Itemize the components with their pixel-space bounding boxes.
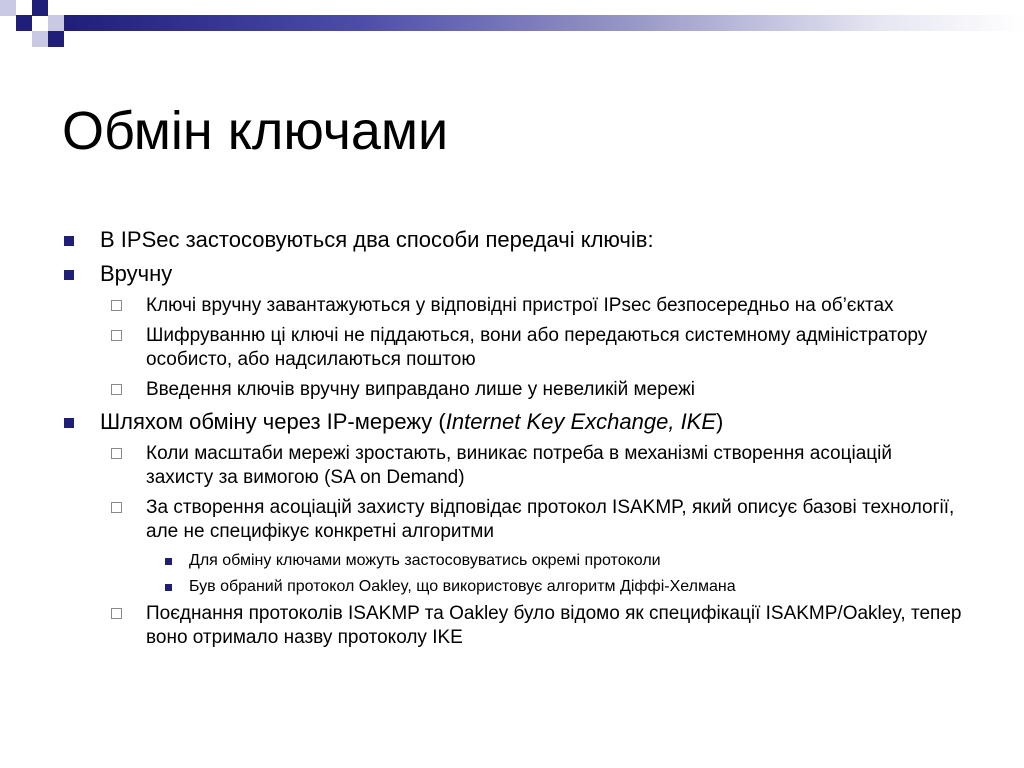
- bullet-text-suffix: ): [716, 409, 724, 434]
- sub-bullet-text: Введення ключів вручну виправдано лише у невеликій мережі: [146, 379, 696, 400]
- square-bullet-icon: [64, 418, 74, 428]
- decor-square: [32, 31, 48, 47]
- bullet-item: [62, 408, 962, 436]
- hollow-square-bullet-icon: [111, 300, 122, 311]
- decor-square: [48, 15, 64, 31]
- sub-bullet-text: За створення асоціацій захисту відповідає протокол ISAKMP, який описує базові технології, але не специфікує конкретні алгоритми: [146, 497, 955, 542]
- sub-sub-bullet-item: [62, 576, 962, 598]
- small-square-bullet-icon: [165, 584, 172, 591]
- sub-bullet-item: [62, 442, 962, 490]
- decor-square: [0, 0, 16, 16]
- decor-square: [32, 0, 48, 16]
- hollow-square-bullet-icon: [111, 608, 122, 619]
- sub-bullet-item: [62, 496, 962, 544]
- decor-square: [48, 31, 64, 47]
- sub-bullet-text: Поєднання протоколів ISAKMP та Oakley було відомо як специфікації ISAKMP/Oakley, тепер воно отримало назву протоколу IKE: [146, 603, 962, 648]
- bullet-item: [62, 226, 962, 254]
- hollow-square-bullet-icon: [111, 384, 122, 395]
- slide-title: Обмін ключами: [62, 101, 449, 161]
- sub-bullet-item: [62, 378, 962, 402]
- decor-square: [16, 15, 32, 31]
- hollow-square-bullet-icon: [111, 448, 122, 459]
- sub-bullet-text: Ключі вручну завантажуються у відповідні пристрої IPsec безпосередньо на об’єктах: [146, 295, 894, 316]
- square-bullet-icon: [64, 236, 74, 246]
- bullet-item: [62, 260, 962, 288]
- bullet-text-italic: Internet Key Exchange, IKE: [445, 409, 717, 434]
- sub-sub-bullet-text: Для обміну ключами можуть застосовуватись окремі протоколи: [189, 552, 661, 569]
- bullet-text: В IPSec застосовуються два способи передачі ключів:: [100, 227, 654, 252]
- sub-sub-bullet-text: Був обраний протокол Oakley, що використовує алгоритм Діффі-Хелмана: [189, 578, 736, 595]
- sub-bullet-item: [62, 602, 962, 650]
- hollow-square-bullet-icon: [111, 330, 122, 341]
- sub-bullet-item: [62, 294, 962, 318]
- hollow-square-bullet-icon: [111, 502, 122, 513]
- decor-square: [16, 0, 32, 16]
- slide-content: [62, 226, 962, 656]
- header-decoration: [0, 0, 1024, 48]
- sub-bullet-text: Коли масштаби мережі зростають, виникає потреба в механізмі створення асоціацій захисту за вимогою (SA on Demand): [146, 443, 892, 488]
- sub-bullet-item: [62, 324, 962, 372]
- bullet-text: Вручну: [100, 261, 173, 286]
- square-bullet-icon: [64, 270, 74, 280]
- header-gradient-bar: [64, 15, 1024, 31]
- sub-bullet-text: Шифруванню ці ключі не піддаються, вони або передаються системному адміністратору особисто, або надсилаються поштою: [146, 325, 928, 370]
- small-square-bullet-icon: [165, 558, 172, 565]
- bullet-text-prefix: Шляхом обміну через IP-мережу (: [100, 409, 446, 434]
- sub-sub-bullet-item: [62, 550, 962, 572]
